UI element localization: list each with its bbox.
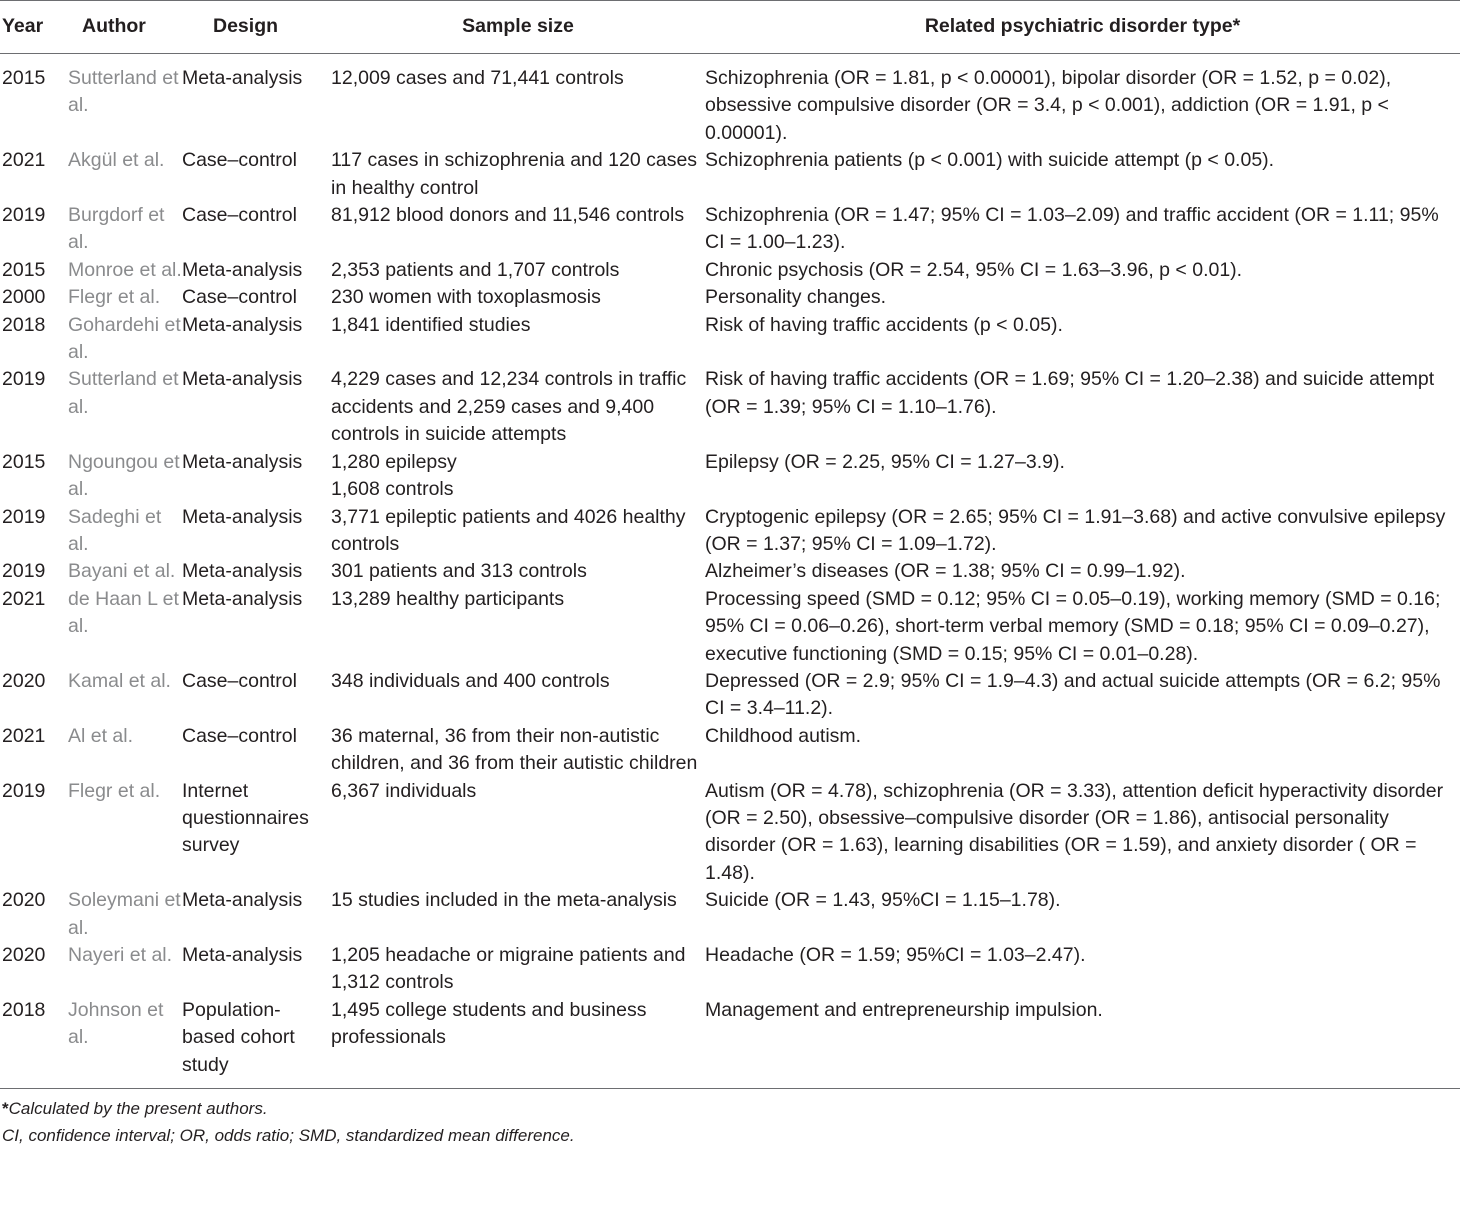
cell-sample-size: 1,841 identified studies (331, 313, 531, 336)
table-row (0, 449, 1460, 504)
cell-author: Sutterland et al. (68, 368, 179, 418)
cell-sample-size: 1,280 epilepsy 1,608 controls (331, 450, 457, 501)
footnote-calculated (2, 1095, 1460, 1122)
footnote-abbreviations: CI, confidence interval; OR, odds ratio; SMD, standardized mean difference. (2, 1126, 575, 1146)
cell-sample-size: 13,289 healthy participants (331, 587, 565, 610)
cell-sample-size: 12,009 cases and 71,441 controls (331, 67, 624, 89)
table-row (0, 54, 1460, 148)
cell-author: Bayani et al. (68, 560, 176, 583)
cell-design: Meta-analysis (182, 889, 303, 912)
table-footnotes (0, 1089, 1460, 1149)
cell-disorder-type: Autism (OR = 4.78), schizophrenia (OR = 3.33), attention deficit hyperactivity disorder (OR = 2.50), obsessive–compulsive disorder (OR = 1.86), antisocial personality disorder (OR = 1.63), learning disabilities (OR = 1.59), and anxiety disorder ( OR = 1.48). (705, 779, 1444, 884)
cell-author: Johnson et al. (68, 997, 182, 1089)
cell-author: Al et al. (68, 724, 134, 747)
table-row (0, 366, 1460, 448)
header-disorder-type: Related psychiatric disorder type* (705, 1, 1460, 54)
cell-sample-size: 2,353 patients and 1,707 controls (331, 258, 620, 281)
cell-design: Meta-analysis (182, 587, 303, 610)
header-row (0, 1, 1460, 54)
cell-sample-size: 6,367 individuals (331, 779, 477, 802)
cell-design: Internet questionnaires survey (182, 779, 309, 857)
header-sample-size: Sample size (331, 1, 705, 54)
cell-design: Meta-analysis (182, 450, 303, 473)
cell-year: 2019 (2, 204, 46, 227)
cell-author: Akgül et al. (68, 149, 165, 172)
header-author: Author (68, 1, 182, 54)
cell-design: Population-based cohort study (182, 997, 331, 1089)
cell-disorder-type: Management and entrepreneurship impulsion. (705, 997, 1460, 1089)
cell-sample-size: 36 maternal, 36 from their non-autistic children, and 36 from their autistic children (331, 724, 698, 775)
cell-author: Soleymani et al. (68, 889, 181, 939)
cell-disorder-type: Schizophrenia (OR = 1.47; 95% CI = 1.03–2.09) and traffic accident (OR = 1.11; 95% CI = 1.00–1.23). (705, 204, 1439, 254)
table-row (0, 147, 1460, 202)
cell-disorder-type: Alzheimer’s diseases (OR = 1.38; 95% CI = 0.99–1.92). (705, 560, 1186, 583)
cell-disorder-type: Risk of having traffic accidents (p < 0.05). (705, 313, 1063, 336)
table-row (0, 257, 1460, 284)
cell-design: Meta-analysis (182, 368, 303, 391)
cell-disorder-type: Childhood autism. (705, 724, 862, 747)
cell-author: Sutterland et al. (68, 67, 179, 117)
cell-sample-size: 1,495 college students and business professionals (331, 997, 705, 1089)
cell-year: 2000 (2, 286, 46, 309)
cell-disorder-type: Processing speed (SMD = 0.12; 95% CI = 0.05–0.19), working memory (SMD = 0.16; 95% CI = 0.06–0.26), short-term verbal memory (SMD = 0.18; 95% CI = 0.09–0.27), executive functioning (SMD = 0.15; 95% CI = 0.01–0.28). (705, 587, 1441, 665)
cell-sample-size: 3,771 epileptic patients and 4026 healthy controls (331, 505, 686, 555)
header-year: Year (0, 1, 68, 54)
cell-sample-size: 230 women with toxoplasmosis (331, 286, 601, 309)
table-row (0, 202, 1460, 257)
cell-year: 2018 (2, 313, 46, 336)
cell-year: 2020 (2, 669, 46, 692)
cell-disorder-type: Schizophrenia (OR = 1.81, p < 0.00001), bipolar disorder (OR = 1.52, p = 0.02), obsessive compulsive disorder (OR = 3.4, p < 0.001), addiction (OR = 1.91, p < 0.00001). (705, 67, 1392, 144)
cell-sample-size: 348 individuals and 400 controls (331, 669, 610, 692)
cell-year: 2015 (2, 450, 46, 473)
table-row (0, 504, 1460, 559)
cell-design: Meta-analysis (182, 560, 303, 583)
cell-sample-size: 4,229 cases and 12,234 controls in traffic accidents and 2,259 cases and 9,400 controls in suicide attempts (331, 368, 687, 446)
cell-sample-size: 1,205 headache or migraine patients and 1,312 controls (331, 944, 686, 994)
cell-year: 2015 (2, 258, 46, 281)
cell-year: 2021 (2, 587, 46, 610)
footnote-star: * (2, 1099, 9, 1119)
table-row (0, 997, 1460, 1089)
cell-author: Burgdorf et al. (68, 204, 165, 254)
cell-year: 2019 (2, 368, 46, 391)
cell-design: Meta-analysis (182, 505, 303, 528)
cell-year: 2019 (2, 560, 46, 583)
cell-design: Case–control (182, 724, 297, 747)
table-row (0, 887, 1460, 942)
cell-design: Meta-analysis (182, 313, 303, 336)
cell-author: Monroe et al. (68, 258, 182, 281)
cell-author: Flegr et al. (68, 286, 161, 309)
cell-author: Ngoungou et al. (68, 450, 180, 501)
cell-sample-size: 81,912 blood donors and 11,546 controls (331, 204, 685, 227)
cell-year: 2020 (2, 889, 46, 912)
table-row (0, 942, 1460, 997)
table-row (0, 312, 1460, 367)
cell-author: Gohardehi et al. (68, 313, 181, 364)
table-header (0, 1, 1460, 54)
table-row (0, 723, 1460, 778)
cell-year: 2015 (2, 67, 46, 89)
table-row (0, 778, 1460, 888)
cell-year: 2019 (2, 779, 46, 802)
cell-disorder-type: Headache (OR = 1.59; 95%CI = 1.03–2.47). (705, 944, 1086, 966)
cell-author: Kamal et al. (68, 669, 171, 692)
table-row (0, 558, 1460, 585)
cell-author: Flegr et al. (68, 779, 161, 802)
cell-disorder-type: Epilepsy (OR = 2.25, 95% CI = 1.27–3.9). (705, 450, 1065, 473)
header-design: Design (182, 1, 331, 54)
cell-design: Meta-analysis (182, 67, 303, 89)
cell-design: Meta-analysis (182, 258, 303, 281)
cell-design: Case–control (182, 204, 297, 227)
cell-year: 2021 (2, 724, 46, 747)
table-row (0, 284, 1460, 311)
cell-design: Case–control (182, 669, 297, 692)
cell-sample-size: 301 patients and 313 controls (331, 560, 587, 583)
cell-design: Case–control (182, 149, 297, 172)
table-body (0, 54, 1460, 1089)
cell-year: 2018 (0, 997, 68, 1089)
cell-disorder-type: Risk of having traffic accidents (OR = 1.69; 95% CI = 1.20–2.38) and suicide attempt (OR = 1.39; 95% CI = 1.10–1.76). (705, 368, 1435, 418)
cell-disorder-type: Cryptogenic epilepsy (OR = 2.65; 95% CI = 1.91–3.68) and active convulsive epilepsy (OR = 1.37; 95% CI = 1.09–1.72). (705, 505, 1446, 555)
cell-sample-size: 15 studies included in the meta-analysis (331, 889, 677, 912)
cell-year: 2019 (2, 505, 46, 528)
cell-year: 2020 (2, 944, 46, 966)
cell-disorder-type: Suicide (OR = 1.43, 95%CI = 1.15–1.78). (705, 889, 1061, 912)
cell-author: Sadeghi et al. (68, 505, 162, 555)
footnote-calculated-text: Calculated by the present authors. (8, 1099, 268, 1119)
cell-disorder-type: Depressed (OR = 2.9; 95% CI = 1.9–4.3) and actual suicide attempts (OR = 6.2; 95% CI = 3.4–11.2). (705, 669, 1441, 720)
cell-disorder-type: Personality changes. (705, 286, 887, 309)
cell-author: de Haan L et al. (68, 587, 179, 638)
table-row (0, 668, 1460, 723)
table-row (0, 586, 1460, 668)
cell-year: 2021 (2, 149, 46, 172)
cell-disorder-type: Chronic psychosis (OR = 2.54, 95% CI = 1.63–3.96, p < 0.01). (705, 258, 1243, 281)
cell-sample-size: 117 cases in schizophrenia and 120 cases in healthy control (331, 149, 698, 199)
cell-design: Meta-analysis (182, 944, 303, 966)
cell-author: Nayeri et al. (68, 944, 173, 966)
cell-disorder-type: Schizophrenia patients (p < 0.001) with suicide attempt (p < 0.05). (705, 149, 1275, 172)
cell-design: Case–control (182, 286, 297, 309)
